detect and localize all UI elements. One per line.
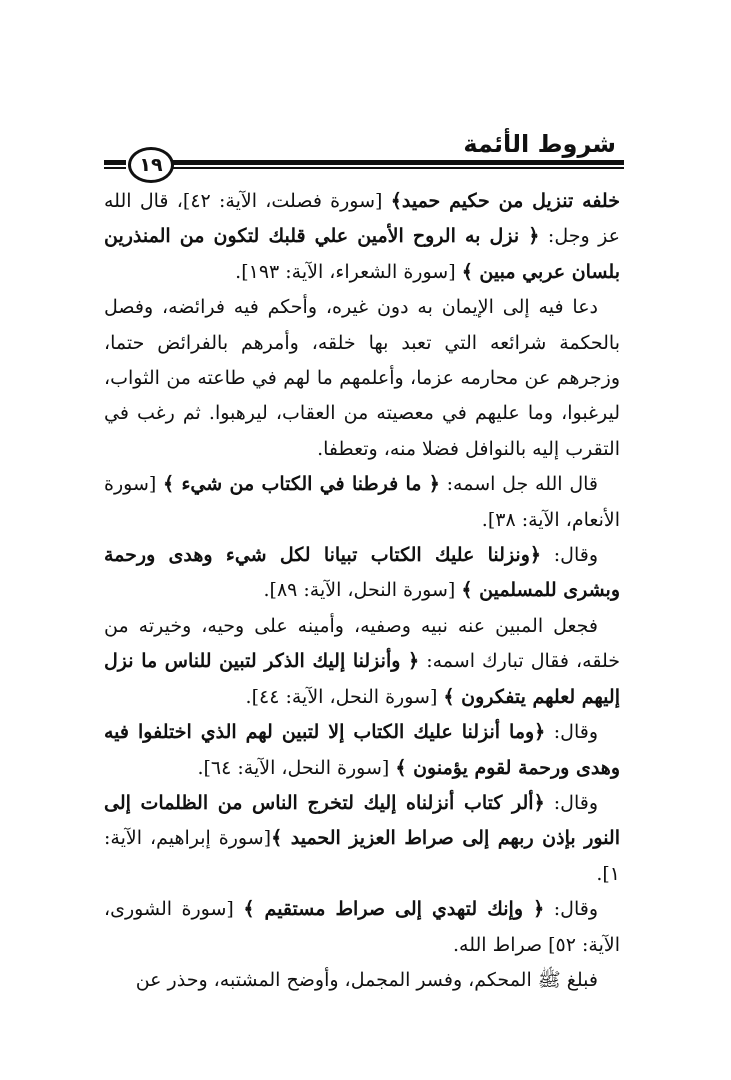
body-text [104,184,620,998]
page-number: ١٩ [128,147,174,183]
text-run: [سورة النحل، الآية: ٦٤]. [197,756,396,779]
text-run: فجعل المبين عنه نبيه وصفيه، وأمينه على وحيه، وخيرته من خلقه، فقال تبارك اسمه: [104,614,621,673]
text-run: فبلغ ﷺ المحكم، وفسر المجمل، وأوضح المشتبه، وحذر عن [135,968,598,991]
quran-verse: ﴿ألر كتاب أنزلناه إليك لتخرج الناس من الظلمات إلى النور بإذن ربهم إلى صراط العزيز الحميد ﴾ [104,791,620,850]
paragraph [104,290,620,467]
header-rule [158,160,624,169]
text-run: [سورة إبراهيم، الآية: ١]. [104,827,620,885]
paragraph [104,538,620,609]
paragraph [104,184,620,290]
quran-verse: ﴿ونزلنا عليك الكتاب تبيانا لكل شيء وهدى ورحمة وبشرى للمسلمين ﴾ [104,544,620,602]
page-header [104,130,624,176]
header-rule-left [104,160,126,169]
quran-verse: خلفه تنزيل من حكيم حميد﴾ [390,190,620,212]
quran-verse: ﴿وما أنزلنا عليك الكتاب إلا لتبين لهم الذي اختلفوا فيه وهدى ورحمة لقوم يؤمنون ﴾ [104,721,620,779]
text-run: وقال: [544,898,599,921]
text-run: قال الله جل اسمه: [439,473,598,496]
text-run: وقال: [544,791,599,814]
paragraph [104,609,620,715]
quran-verse: ﴿ وإنك لتهدي إلى صراط مستقيم ﴾ [243,898,545,921]
paragraph [104,892,620,963]
text-run: وقال: [545,721,598,744]
text-run: [سورة الشعراء، الآية: ١٩٣]. [235,260,462,283]
text-run: [سورة النحل، الآية: ٤٤]. [245,685,444,708]
paragraph [104,786,620,892]
quran-verse: ﴿ نزل به الروح الأمين علي قلبك لتكون من المنذرين بلسان عربي مبين ﴾ [104,225,620,283]
text-run: [سورة فصلت، الآية: ٤٢]، قال الله عز وجل: [104,190,620,248]
paragraph [104,963,620,998]
text-run: [سورة الأنعام، الآية: ٣٨]. [104,473,620,531]
running-title: شروط الأئمة [463,130,616,158]
paragraph [104,715,620,786]
text-run: [سورة الشورى، الآية: ٥٢] صراط الله. [104,898,620,956]
quran-verse: ﴿ وأنزلنا إليك الذكر لتبين للناس ما نزل إليهم لعلهم يتفكرون ﴾ [104,650,620,708]
text-run: وقال: [541,544,598,567]
paragraph [104,467,620,538]
text-run: [سورة النحل، الآية: ٨٩]. [263,579,462,602]
text-run: دعا فيه إلى الإيمان به دون غيره، وأحكم فيه فرائضه، وفصل بالحكمة شرائعه التي تعبد بها خلقه، وأمرهم بالفرائض حتما، وزجرهم عن محارمه عزما، وأعلمهم ما لهم في طاعته من الثواب، ليرغبوا، وما عليهم في معصيته من العقاب، ليرهبوا. ثم رغب في التقرب إليه بالنوافل فضلا منه، وتعطفا. [104,296,620,460]
quran-verse: ﴿ ما فرطنا في الكتاب من شيء ﴾ [163,473,440,496]
